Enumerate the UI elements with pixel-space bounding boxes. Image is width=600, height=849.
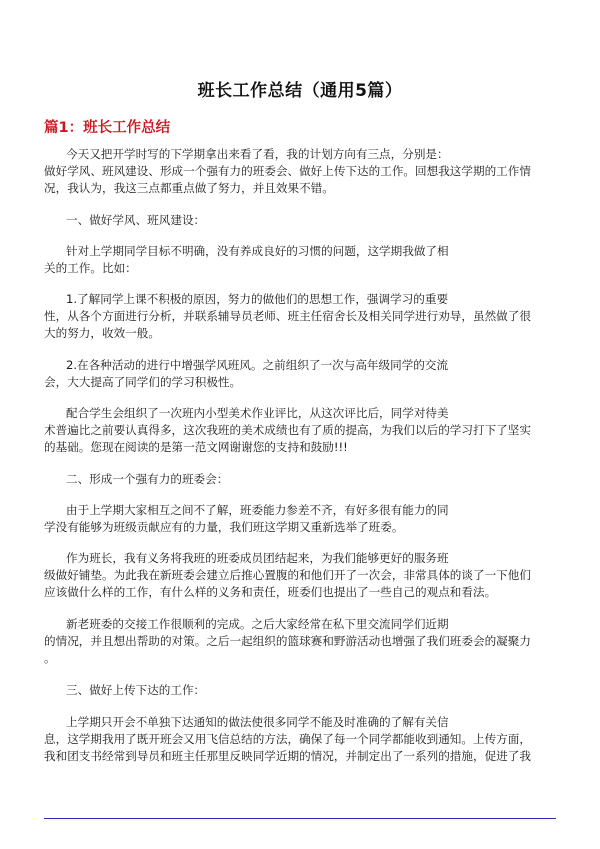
paragraph-line: 作为班长，我有义务将我班的班委成员团结起来，为我们能够更好的服务班 <box>66 551 449 565</box>
paragraph-line: 息，这学期我用了既开班会又用飞信总结的方法，确保了每一个同学都能收到通知。上传方面， <box>44 732 531 746</box>
paragraph-line: 会，大大提高了同学们的学习积极性。 <box>44 375 242 389</box>
paragraph-line: 2.在各种活动的进行中增强学风班风。之前组织了一次与高年级同学的交流 <box>66 358 449 372</box>
paragraph-line: 术普遍比之前要认真得多，这次我班的美术成绩也有了质的提高，为我们以后的学习打下了坚实 <box>44 423 531 437</box>
section-heading: 篇1：班长工作总结 <box>44 120 171 136</box>
paragraph-line: 上学期只开会不单独下达通知的做法使很多同学不能及时准确的了解有关信 <box>66 715 449 729</box>
paragraph-line: 况，我认为，我这三点都重点做了努力，并且效果不错。 <box>44 181 334 195</box>
paragraph-line: 大的努力，收效一般。 <box>44 326 160 340</box>
paragraph-line: 由于上学期大家相互之间不了解，班委能力参差不齐，有好多很有能力的同 <box>66 503 449 517</box>
document-title: 班长工作总结（通用5篇） <box>197 81 403 101</box>
paragraph-line: 性，从各个方面进行分析，并联系辅导员老师、班主任宿舍长及相关同学进行劝导，虽然做了很 <box>44 309 531 323</box>
paragraph-line: 今天又把开学时写的下学期拿出来看了看，我的计划方向有三点，分别是： <box>66 147 449 161</box>
paragraph-line: 级做好铺垫。为此我在新班委会建立后推心置腹的和他们开了一次会，非常具体的谈了一下他们 <box>44 568 531 582</box>
subsection-heading: 三、做好上传下达的工作： <box>66 683 206 697</box>
paragraph-line: 的基础。您现在阅读的是第一范文网谢谢您的支持和鼓励!!! <box>44 440 348 454</box>
paragraph-line: 的情况，并且想出帮助的对策。之后一起组织的篮球赛和野游活动也增强了我们班委会的凝聚力 <box>44 634 531 648</box>
subsection-heading: 二、形成一个强有力的班委会： <box>66 472 229 486</box>
footer-divider <box>44 818 556 819</box>
paragraph-line: 应该做什么样的工作，有什么样的义务和责任，班委们也提出了一些自己的观点和看法。 <box>44 585 497 599</box>
paragraph-line: 。 <box>44 651 56 665</box>
paragraph-line: 1.了解同学上课不积极的原因，努力的做他们的思想工作，强调学习的重要 <box>66 292 449 306</box>
paragraph-line: 关的工作。比如： <box>44 261 137 275</box>
paragraph-line: 针对上学期同学目标不明确，没有养成良好的习惯的问题，这学期我做了相 <box>66 244 449 258</box>
paragraph-line: 配合学生会组织了一次班内小型美术作业评比，从这次评比后，同学对待美 <box>66 406 449 420</box>
paragraph-line: 新老班委的交接工作很顺利的完成。之后大家经常在私下里交流同学们近期 <box>66 617 449 631</box>
paragraph-line: 学没有能够为班级贡献应有的力量，我们班这学期又重新选举了班委。 <box>44 520 404 534</box>
subsection-heading: 一、做好学风、班风建设： <box>66 213 206 227</box>
paragraph-line: 做好学风、班风建设、形成一个强有力的班委会、做好上传下达的工作。回想我这学期的工作情 <box>44 164 531 178</box>
paragraph-line: 我和团支书经常到导员和班主任那里反映同学近期的情况，并制定出了一系列的措施，促进了我 <box>44 749 531 763</box>
